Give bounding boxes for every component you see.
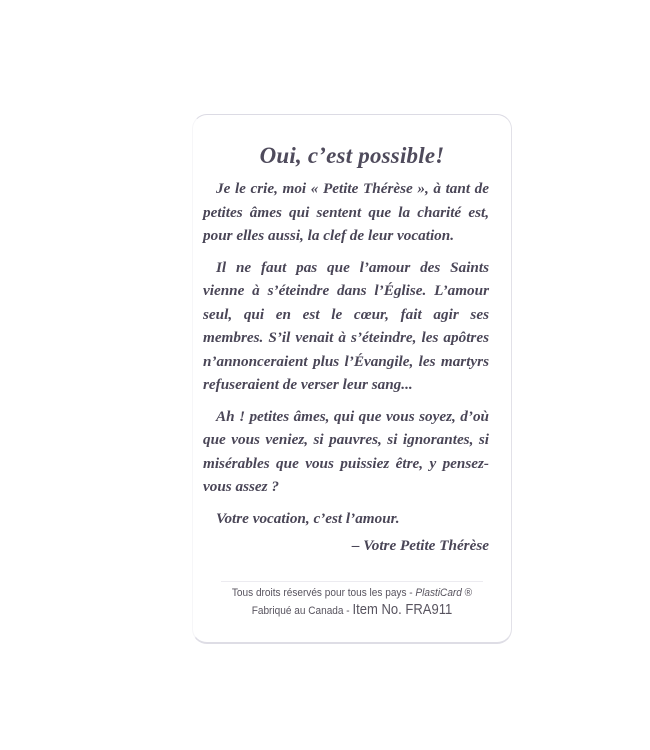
signature: – Votre Petite Thérèse xyxy=(351,537,489,554)
card-title: Oui, c’est possible! xyxy=(259,143,445,168)
footer-divider xyxy=(221,581,483,582)
card-content xyxy=(203,143,489,558)
closing-line: Votre vocation, c’est l’amour. xyxy=(216,509,400,527)
card-footer xyxy=(193,585,511,620)
rights-text: Tous droits réservés pour tous les pays - xyxy=(231,587,416,599)
registered-mark-icon: ® xyxy=(464,587,473,599)
prayer-card xyxy=(192,114,512,644)
paragraph-2: Il ne faut pas que l’amour des Saints vienne à s’éteindre dans l’Église. L’amour seul, qui en est le cœur, fait agir ses membres. S’il venait à s’éteindre, les apôtres n’annonceraient plus l’Évangile, les martyrs refuseraient de verser leur sang... xyxy=(203,258,489,393)
footer-origin-line xyxy=(209,602,495,620)
paragraph-3: Ah ! petites âmes, qui que vous soyez, d’où que vous veniez, si pauvres, si ignorantes, si misérables que vous puissiez être, y pensez-vous assez ? xyxy=(203,407,489,495)
footer-rights-line xyxy=(209,585,495,602)
made-in-text: Fabriqué au Canada - xyxy=(251,605,353,617)
brand-name: PlastiCard xyxy=(415,587,462,599)
item-number: Item No. FRA911 xyxy=(352,602,453,618)
paragraph-1: Je le crie, moi « Petite Thérèse », à tant de petites âmes qui sentent que la charité est, pour elles aussi, la clef de leur vocation. xyxy=(203,180,489,244)
